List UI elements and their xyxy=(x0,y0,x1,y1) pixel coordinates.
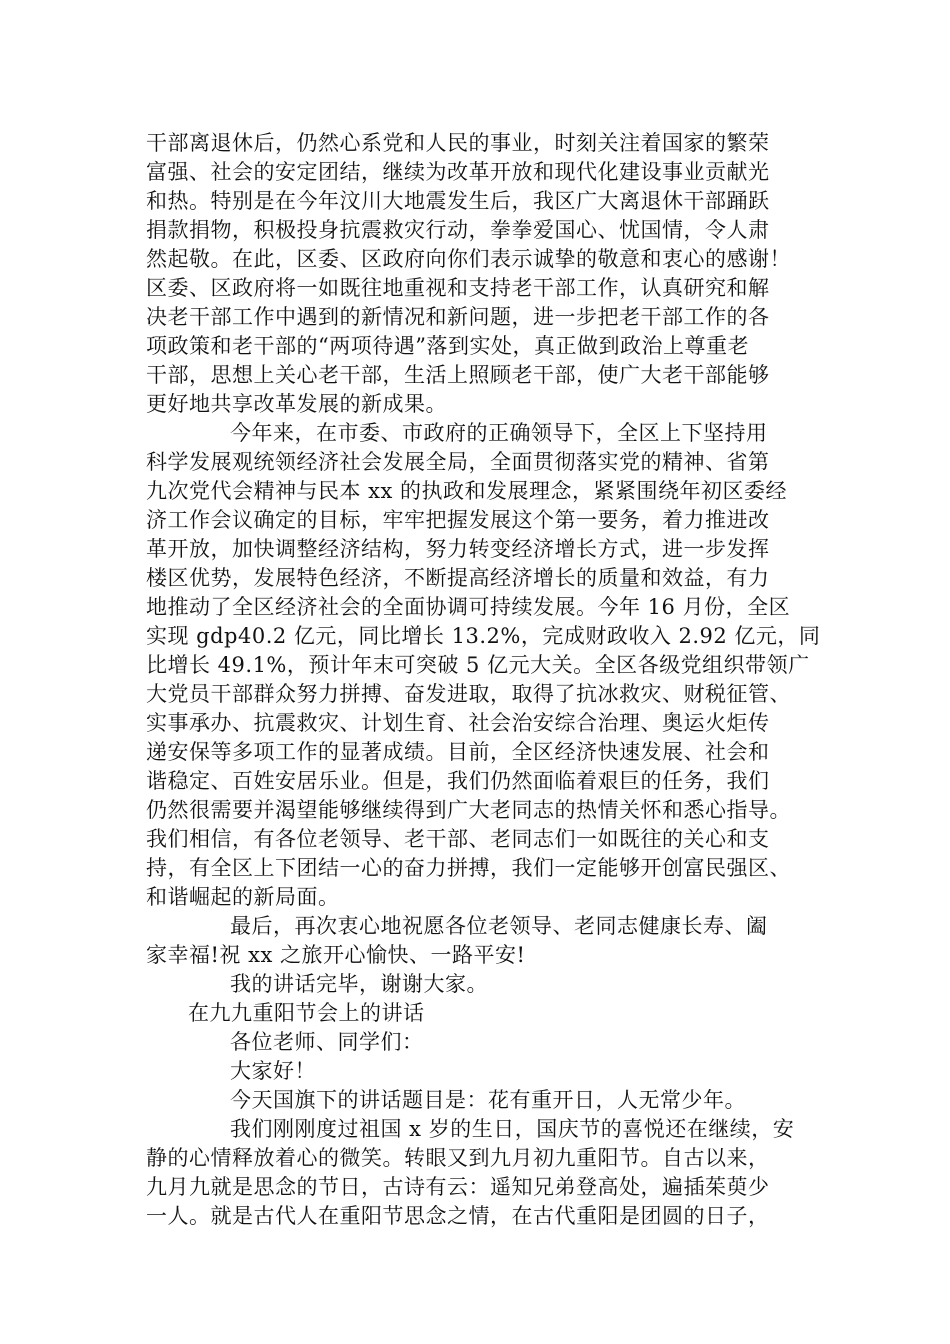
topic-line: 今天国旗下的讲话题目是：花有重开日，人无常少年。 xyxy=(230,1088,746,1112)
text-line: 科学发展观统领经济社会发展全局，全面贯彻落实党的精神、省第 xyxy=(146,450,770,474)
text-line: 革开放，加快调整经济结构，努力转变经济增长方式，进一步发挥 xyxy=(146,537,770,561)
text-line: 仍然很需要并渴望能够继续得到广大老同志的热情关怀和悉心指导。 xyxy=(146,798,791,822)
text-line: 项政策和老干部的“两项待遇”落到实处，真正做到政治上尊重老 xyxy=(146,334,749,358)
text-line: 九次党代会精神与民本 xx 的执政和发展理念，紧紧围绕年初区委经 xyxy=(146,479,788,503)
text-line: 实现 gdp40.2 亿元，同比增长 13.2%，完成财政收入 2.92 亿元，同 xyxy=(146,624,821,648)
text-line: 地推动了全区经济社会的全面协调可持续发展。今年 16 月份，全区 xyxy=(146,595,791,619)
text-line: 决老干部工作中遇到的新情况和新问题，进一步把老干部工作的各 xyxy=(146,305,770,329)
paragraph-start-line: 今年来，在市委、市政府的正确领导下，全区上下坚持用 xyxy=(230,421,768,445)
paragraph-start-line: 我们刚刚度过祖国 x 岁的生日，国庆节的喜悦还在继续，安 xyxy=(230,1117,795,1141)
text-line: 实事承办、抗震救灾、计划生育、社会治安综合治理、奥运火炬传 xyxy=(146,711,770,735)
text-line: 和谐崛起的新局面。 xyxy=(146,885,340,909)
text-line: 和热。特别是在今年汶川大地震发生后，我区广大离退休干部踊跃 xyxy=(146,189,770,213)
text-line: 静的心情释放着心的微笑。转眼又到九月初九重阳节。自古以来， xyxy=(146,1146,770,1170)
text-line: 一人。就是古代人在重阳节思念之情，在古代重阳是团圆的日子， xyxy=(146,1204,770,1228)
text-line: 楼区优势，发展特色经济，不断提高经济增长的质量和效益，有力 xyxy=(146,566,770,590)
text-line: 九月九就是思念的节日，古诗有云：遥知兄弟登高处，遍插茱萸少 xyxy=(146,1175,770,1199)
text-line: 捐款捐物，积极投身抗震救灾行动，拳拳爱国心、忧国情，令人肃 xyxy=(146,218,770,242)
text-line: 区委、区政府将一如既往地重视和支持老干部工作，认真研究和解 xyxy=(146,276,770,300)
salutation-line: 各位老师、同学们： xyxy=(230,1030,424,1054)
text-line: 谐稳定、百姓安居乐业。但是，我们仍然面临着艰巨的任务，我们 xyxy=(146,769,770,793)
text-line: 递安保等多项工作的显著成绩。目前，全区经济快速发展、社会和 xyxy=(146,740,770,764)
text-line: 大党员干部群众努力拼搏、奋发进取，取得了抗冰救灾、财税征管、 xyxy=(146,682,791,706)
text-line: 干部离退休后，仍然心系党和人民的事业，时刻关注着国家的繁荣 xyxy=(146,131,770,155)
text-line: 干部，思想上关心老干部，生活上照顾老干部，使广大老干部能够 xyxy=(146,363,770,387)
text-line: 富强、社会的安定团结，继续为改革开放和现代化建设事业贡献光 xyxy=(146,160,770,184)
text-line: 济工作会议确定的目标，牢牢把握发展这个第一要务，着力推进改 xyxy=(146,508,770,532)
speech-title: 在九九重阳节会上的讲话 xyxy=(188,1001,425,1025)
text-line: 我们相信，有各位老领导、老干部、老同志们一如既往的关心和支 xyxy=(146,827,770,851)
text-line: 持，有全区上下团结一心的奋力拼搏，我们一定能够开创富民强区、 xyxy=(146,856,791,880)
closing-line: 我的讲话完毕，谢谢大家。 xyxy=(230,972,488,996)
greeting-line: 大家好！ xyxy=(230,1059,316,1083)
text-line: 比增长 49.1%，预计年末可突破 5 亿元大关。全区各级党组织带领广 xyxy=(146,653,810,677)
paragraph-start-line: 最后，再次衷心地祝愿各位老领导、老同志健康长寿、阖 xyxy=(230,914,768,938)
text-line: 家幸福!祝 xx 之旅开心愉快、一路平安! xyxy=(146,943,526,967)
text-line: 更好地共享改革发展的新成果。 xyxy=(146,392,447,416)
text-line: 然起敬。在此，区委、区政府向你们表示诚挚的敬意和衷心的感谢！ xyxy=(146,247,791,271)
